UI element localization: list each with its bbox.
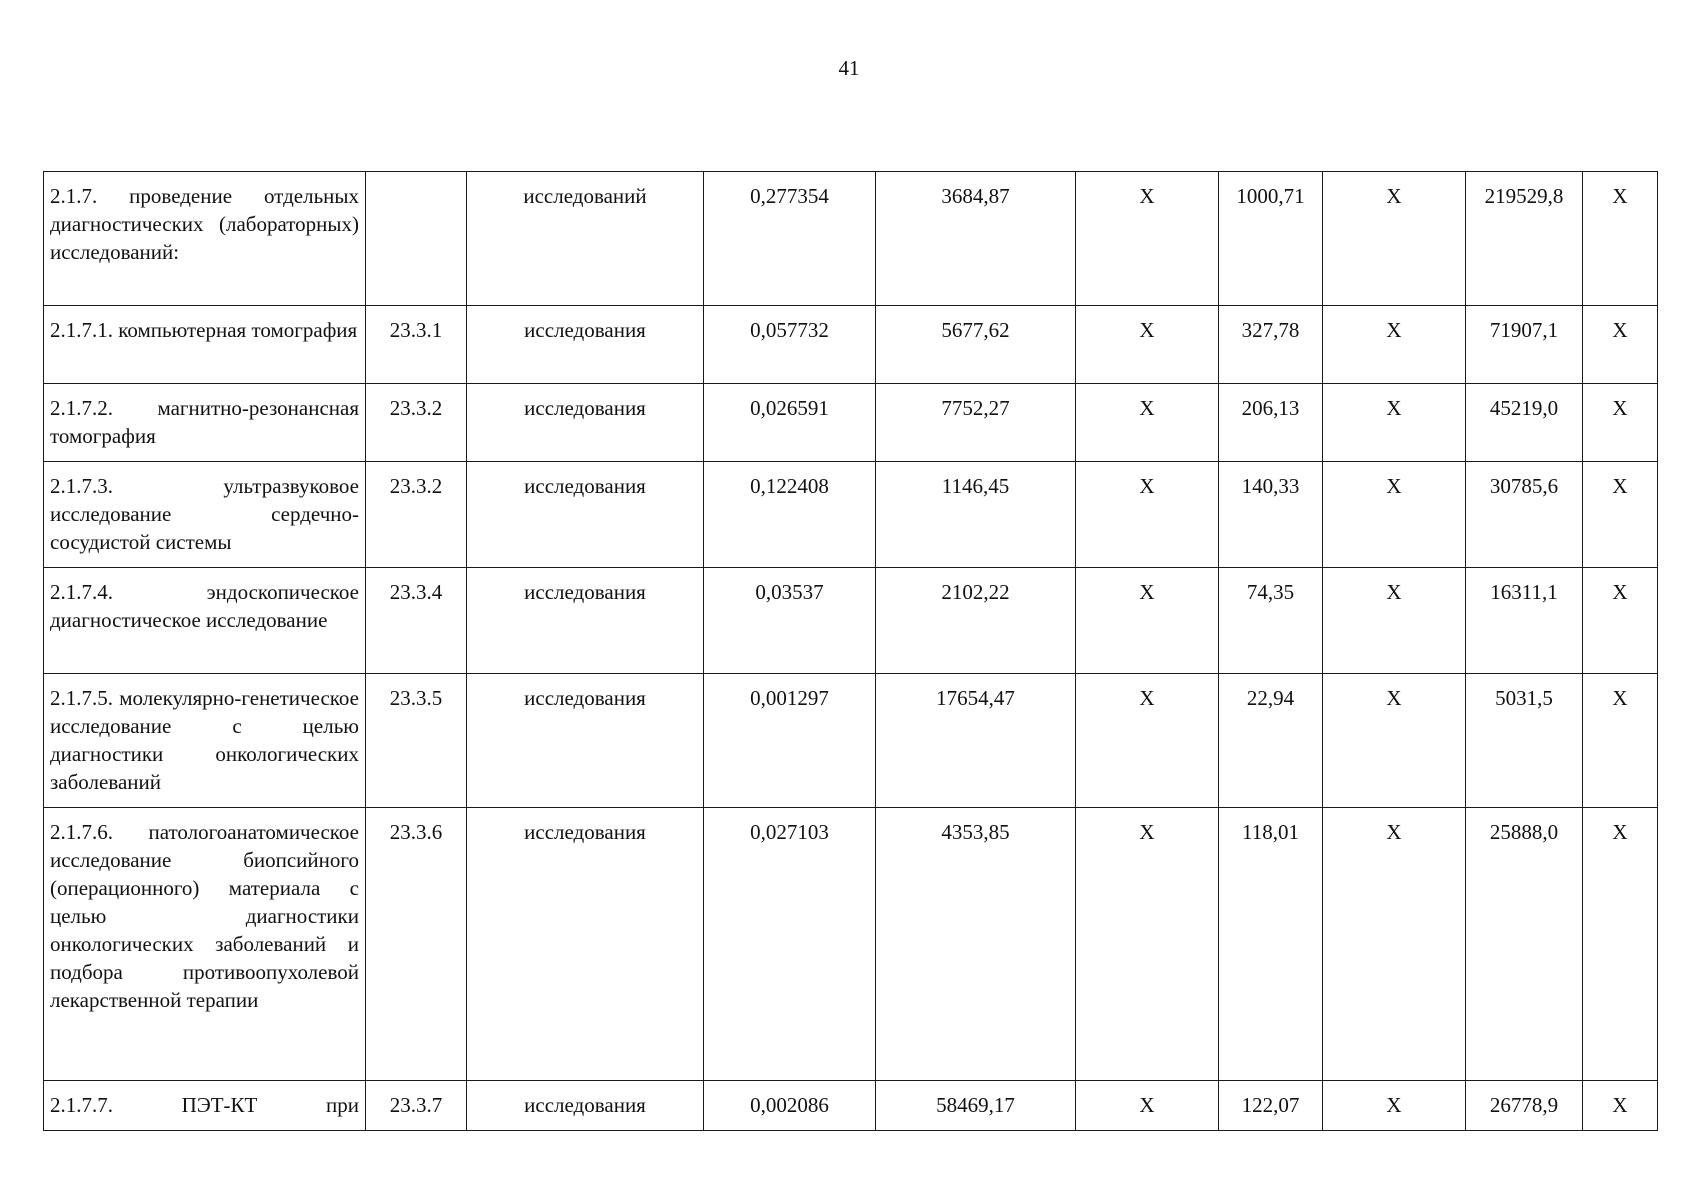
row-norm: 0,057732 — [704, 306, 876, 384]
row-total: 71907,1 — [1466, 306, 1583, 384]
row-norm: 0,03537 — [704, 568, 876, 674]
table-row — [44, 384, 1658, 462]
row-name: 2.1.7.3. ультразвуковое исследование сердечно-сосудистой системы — [44, 462, 366, 568]
table-row — [44, 306, 1658, 384]
row-unit: исследования — [467, 808, 704, 1081]
row-total: 25888,0 — [1466, 808, 1583, 1081]
row-cost: 4353,85 — [876, 808, 1076, 1081]
row-total: 30785,6 — [1466, 462, 1583, 568]
table-row — [44, 674, 1658, 808]
row-norm: 0,002086 — [704, 1081, 876, 1131]
row-norm: 0,026591 — [704, 384, 876, 462]
row-unit: исследования — [467, 674, 704, 808]
row-unit: исследований — [467, 172, 704, 306]
row-total: 45219,0 — [1466, 384, 1583, 462]
row-unit: исследования — [467, 384, 704, 462]
row-unit: исследования — [467, 462, 704, 568]
row-unit: исследования — [467, 1081, 704, 1131]
row-mark-3: X — [1583, 306, 1658, 384]
row-cost: 7752,27 — [876, 384, 1076, 462]
row-per-capita: 122,07 — [1219, 1081, 1323, 1131]
row-cost: 3684,87 — [876, 172, 1076, 306]
row-mark-3: X — [1583, 674, 1658, 808]
row-mark-1: X — [1076, 808, 1219, 1081]
row-cost: 17654,47 — [876, 674, 1076, 808]
row-per-capita: 327,78 — [1219, 306, 1323, 384]
row-norm: 0,277354 — [704, 172, 876, 306]
row-mark-2: X — [1323, 384, 1466, 462]
row-code — [366, 172, 467, 306]
row-per-capita: 22,94 — [1219, 674, 1323, 808]
row-code: 23.3.1 — [366, 306, 467, 384]
row-per-capita: 140,33 — [1219, 462, 1323, 568]
row-total: 219529,8 — [1466, 172, 1583, 306]
row-mark-3: X — [1583, 808, 1658, 1081]
row-mark-2: X — [1323, 462, 1466, 568]
row-total: 16311,1 — [1466, 568, 1583, 674]
table-row — [44, 172, 1658, 306]
row-mark-2: X — [1323, 172, 1466, 306]
row-mark-3: X — [1583, 172, 1658, 306]
row-mark-1: X — [1076, 384, 1219, 462]
row-name: 2.1.7.4. эндоскопическое диагностическое исследование — [44, 568, 366, 674]
table-row — [44, 808, 1658, 1081]
row-norm: 0,027103 — [704, 808, 876, 1081]
row-code: 23.3.7 — [366, 1081, 467, 1131]
row-cost: 5677,62 — [876, 306, 1076, 384]
row-code: 23.3.4 — [366, 568, 467, 674]
services-table — [43, 171, 1658, 1131]
row-mark-2: X — [1323, 568, 1466, 674]
row-mark-1: X — [1076, 172, 1219, 306]
row-unit: исследования — [467, 568, 704, 674]
row-code: 23.3.6 — [366, 808, 467, 1081]
row-unit: исследования — [467, 306, 704, 384]
row-per-capita: 74,35 — [1219, 568, 1323, 674]
row-total: 5031,5 — [1466, 674, 1583, 808]
row-code: 23.3.2 — [366, 462, 467, 568]
row-mark-2: X — [1323, 306, 1466, 384]
row-name: 2.1.7.5. молекулярно-генетическое исследование с целью диагностики онкологических заболеваний — [44, 674, 366, 808]
row-norm: 0,001297 — [704, 674, 876, 808]
row-mark-1: X — [1076, 674, 1219, 808]
row-per-capita: 118,01 — [1219, 808, 1323, 1081]
row-mark-3: X — [1583, 568, 1658, 674]
row-mark-1: X — [1076, 462, 1219, 568]
row-per-capita: 1000,71 — [1219, 172, 1323, 306]
row-name: 2.1.7.1. компьютерная томография — [44, 306, 366, 384]
row-total: 26778,9 — [1466, 1081, 1583, 1131]
row-mark-2: X — [1323, 1081, 1466, 1131]
row-mark-3: X — [1583, 1081, 1658, 1131]
row-name: 2.1.7.2. магнитно-резонансная томография — [44, 384, 366, 462]
row-norm: 0,122408 — [704, 462, 876, 568]
row-code: 23.3.5 — [366, 674, 467, 808]
row-mark-1: X — [1076, 1081, 1219, 1131]
row-cost: 1146,45 — [876, 462, 1076, 568]
row-per-capita: 206,13 — [1219, 384, 1323, 462]
row-mark-3: X — [1583, 384, 1658, 462]
row-mark-1: X — [1076, 306, 1219, 384]
table-row — [44, 1081, 1658, 1131]
row-name: 2.1.7.7. ПЭТ-КТ при — [44, 1081, 366, 1131]
row-code: 23.3.2 — [366, 384, 467, 462]
row-cost: 58469,17 — [876, 1081, 1076, 1131]
row-name: 2.1.7.6. патологоанатомическое исследование биопсийного (операционного) материала с целью диагностики онкологических заболеваний и подбора противоопухолевой лекарственной терапии — [44, 808, 366, 1081]
page-number: 41 — [838, 56, 860, 80]
row-mark-2: X — [1323, 808, 1466, 1081]
table-row — [44, 568, 1658, 674]
row-cost: 2102,22 — [876, 568, 1076, 674]
row-mark-3: X — [1583, 462, 1658, 568]
row-mark-1: X — [1076, 568, 1219, 674]
table-row — [44, 462, 1658, 568]
row-name: 2.1.7. проведение отдельных диагностических (лабораторных) исследований: — [44, 172, 366, 306]
row-mark-2: X — [1323, 674, 1466, 808]
